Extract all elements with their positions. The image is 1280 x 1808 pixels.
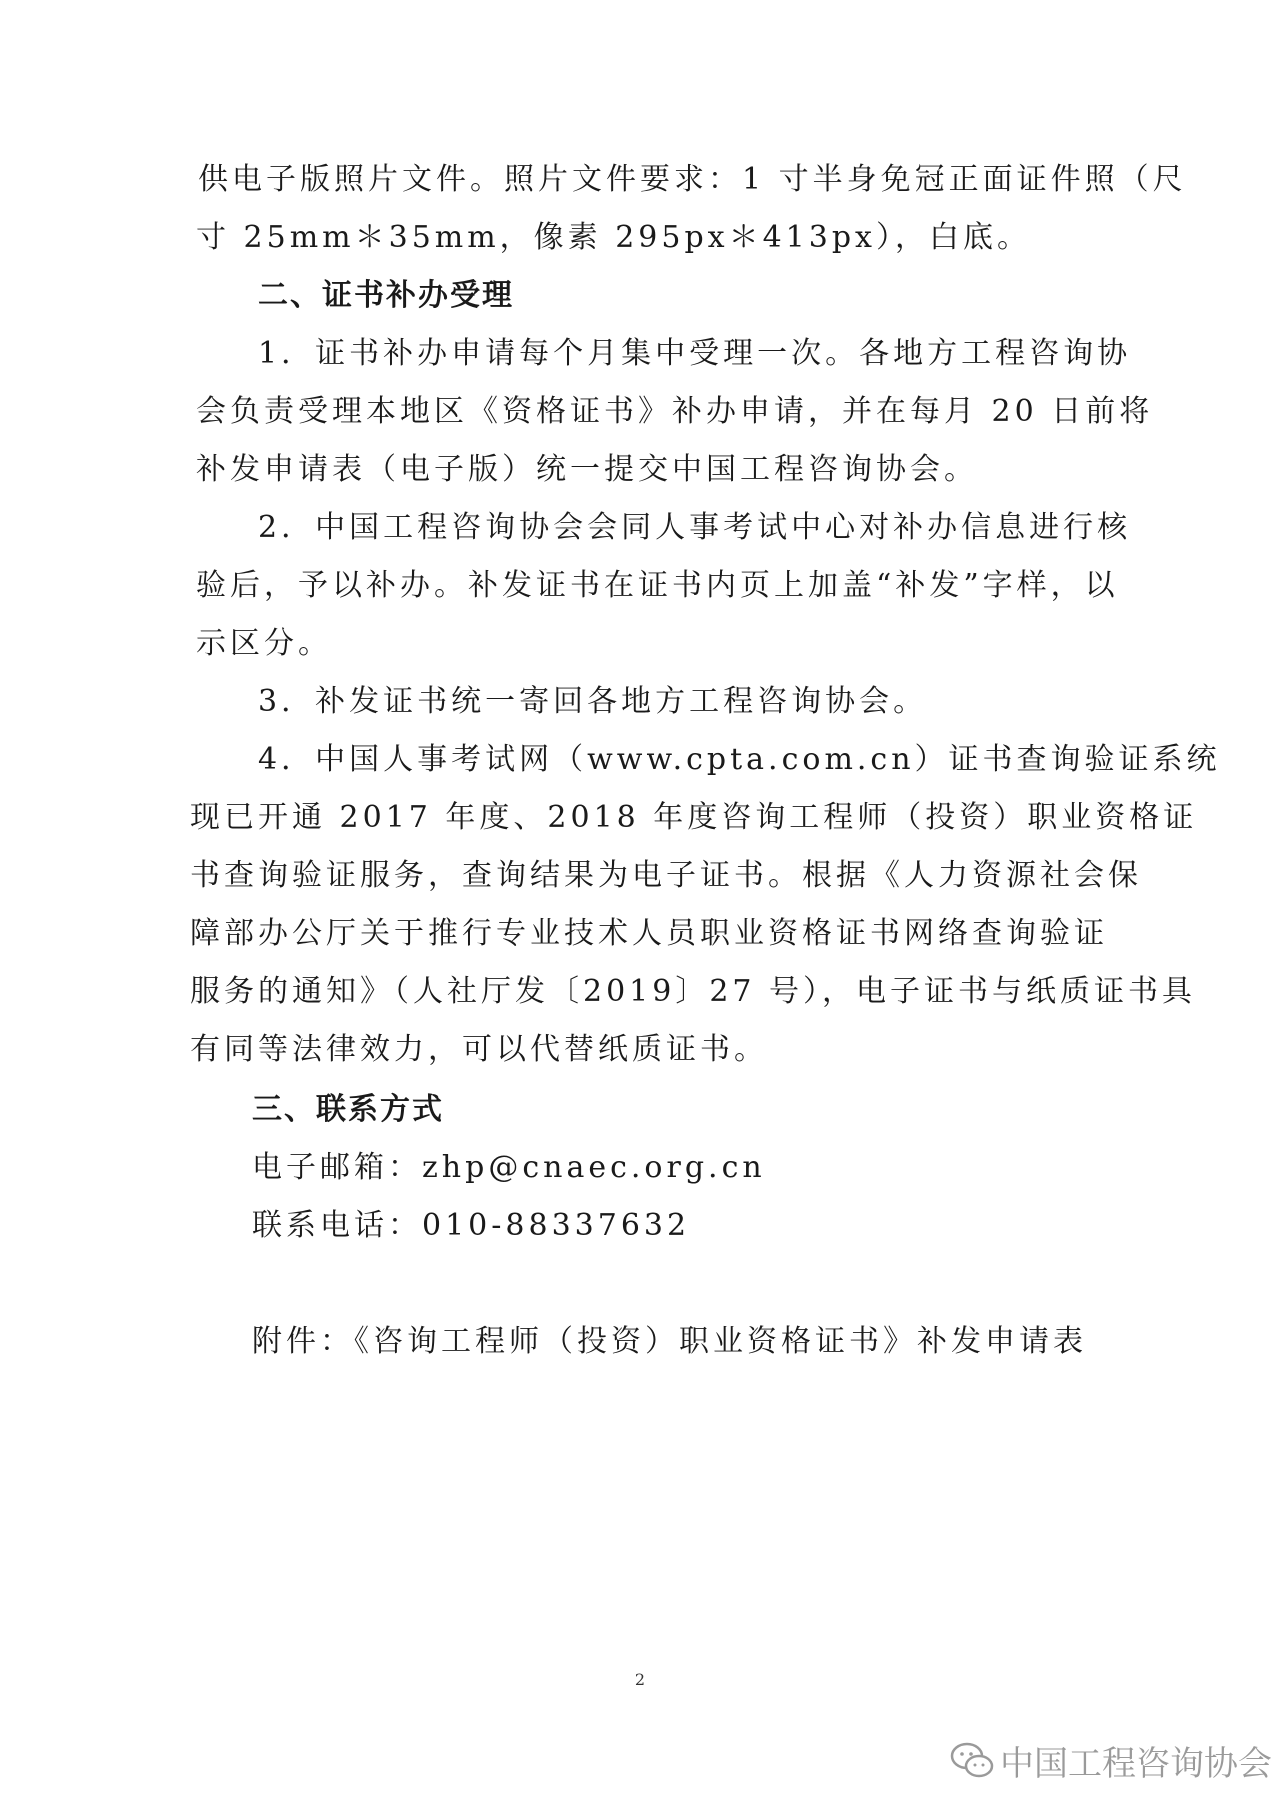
paragraph-line: 1．证书补办申请每个月集中受理一次。各地方工程咨询协 [258, 336, 1132, 371]
watermark-text: 中国工程咨询协会 [1000, 1744, 1272, 1784]
paragraph-line: 验后，予以补办。补发证书在证书内页上加盖“补发”字样，以 [196, 568, 1119, 603]
paragraph-line: 寸 25mm＊35mm，像素 295px＊413px），白底。 [196, 220, 1031, 255]
paragraph-line: 会负责受理本地区《资格证书》补办申请，并在每月 20 日前将 [196, 394, 1154, 429]
watermark [950, 1736, 1272, 1785]
wechat-icon [950, 1741, 994, 1781]
paragraph-line: 4．中国人事考试网（www.cpta.com.cn）证书查询验证系统 [258, 742, 1221, 777]
paragraph-line: 有同等法律效力，可以代替纸质证书。 [190, 1032, 768, 1067]
paragraph-line: 服务的通知》（人社厅发〔2019〕27 号），电子证书与纸质证书具 [190, 974, 1197, 1009]
paragraph-line: 现已开通 2017 年度、2018 年度咨询工程师（投资）职业资格证 [190, 800, 1198, 835]
paragraph-line: 障部办公厅关于推行专业技术人员职业资格证书网络查询验证 [190, 916, 1108, 951]
paragraph-line: 书查询验证服务，查询结果为电子证书。根据《人力资源社会保 [190, 858, 1142, 893]
paragraph-line: 2．中国工程咨询协会会同人事考试中心对补办信息进行核 [258, 510, 1132, 545]
attachment-line: 附件：《咨询工程师（投资）职业资格证书》补发申请表 [252, 1324, 1087, 1359]
paragraph-line: 供电子版照片文件。照片文件要求：1 寸半身免冠正面证件照（尺 [198, 162, 1187, 197]
paragraph-line: 补发申请表（电子版）统一提交中国工程咨询协会。 [196, 452, 978, 487]
section-heading-3: 三、联系方式 [252, 1092, 444, 1127]
contact-email: 电子邮箱：zhp@cnaec.org.cn [252, 1150, 766, 1185]
page-number: 2 [634, 1670, 646, 1689]
contact-phone: 联系电话：010-88337632 [252, 1208, 691, 1243]
paragraph-line: 示区分。 [196, 626, 332, 661]
paragraph-line: 3．补发证书统一寄回各地方工程咨询协会。 [258, 684, 928, 719]
section-heading-2: 二、证书补办受理 [258, 278, 514, 313]
